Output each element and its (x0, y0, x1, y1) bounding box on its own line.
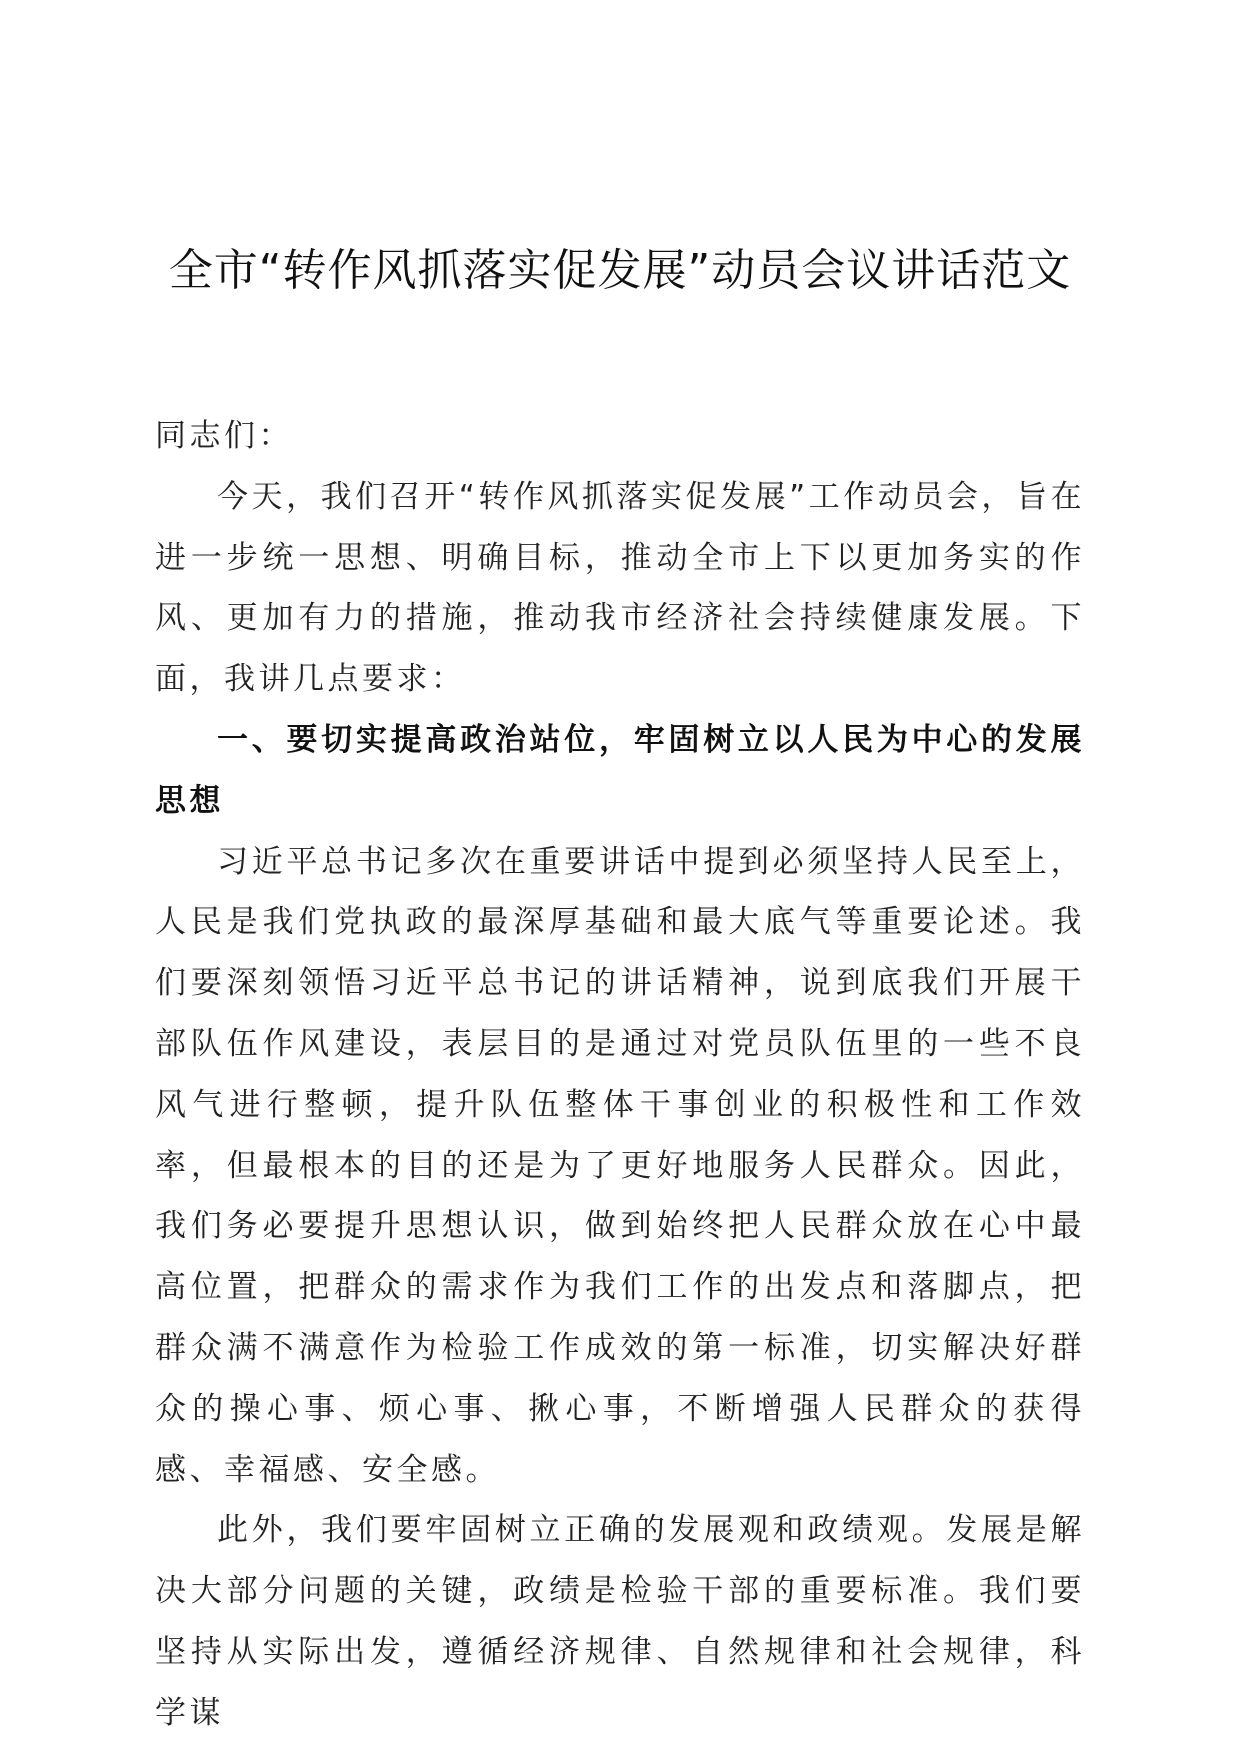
paragraph-development-view: 此外，我们要牢固树立正确的发展观和政绩观。发展是解决大部分问题的关键，政绩是检验干部的重要标准。我们要坚持从实际出发，遵循经济规律、自然规律和社会规律，科学谋 (155, 1512, 1085, 1731)
document-title: 全市“转作风抓落实促发展”动员会议讲话范文 (168, 245, 1072, 296)
paragraph-people-centered: 习近平总书记多次在重要讲话中提到必须坚持人民至上，人民是我们党执政的最深厚基础和最大底气等重要论述。我们要深刻领悟习近平总书记的讲话精神，说到底我们开展干部队伍作风建设，表层目的是通过对党员队伍里的一些不良风气进行整顿，提升队伍整体干事创业的积极性和工作效率，但最根本的目的还是为了更好地服务人民群众。因此，我们务必要提升思想认识，做到始终把人民群众放在心中最高位置，把群众的需求作为我们工作的出发点和落脚点，把群众满不满意作为检验工作成效的第一标准，切实解决好群众的操心事、烦心事、揪心事，不断增强人民群众的获得感、幸福感、安全感。 (155, 843, 1085, 1488)
salutation: 同志们： (155, 418, 293, 454)
section-heading-1: 一、要切实提高政治站位，牢固树立以人民为中心的发展思想 (155, 721, 1085, 819)
paragraph-intro: 今天，我们召开“转作风抓落实促发展”工作动员会，旨在进一步统一思想、明确目标，推动全市上下以更加务实的作风、更加有力的措施，推动我市经济社会持续健康发展。下面，我讲几点要求： (155, 478, 1085, 698)
document-body (155, 406, 1085, 1744)
